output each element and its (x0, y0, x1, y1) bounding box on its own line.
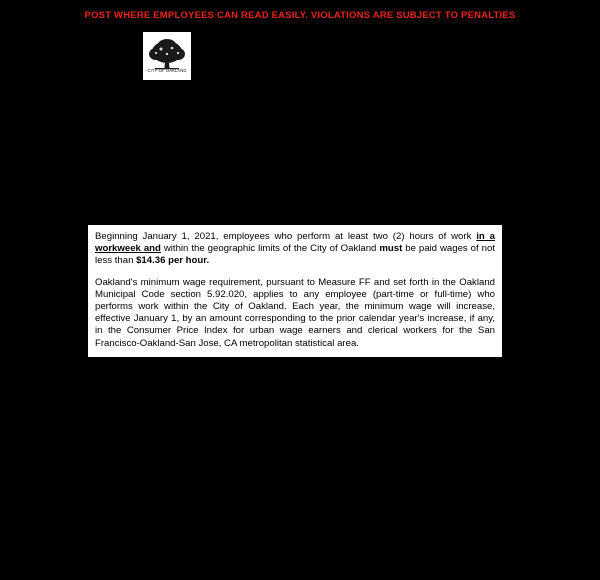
text-segment: within the geographic limits of the City of Oakland (160, 243, 380, 255)
text-segment-wage-amount: $14.36 per hour. (136, 255, 210, 267)
paragraph-ordinance-details (95, 277, 495, 350)
text-segment: Beginning January 1, 2021, employees who perform at least two (2) hours of work (95, 231, 477, 242)
text-segment-emphasis: must (379, 243, 403, 255)
posting-warning-banner: POST WHERE EMPLOYEES CAN READ EASILY. VIOLATIONS ARE SUBJECT TO PENALTIES (84, 10, 516, 21)
paragraph-wage-requirement (95, 231, 495, 268)
text-segment-emphasis: in a workweek and (95, 231, 495, 255)
text-segment: be paid wages of not less than (95, 243, 495, 267)
city-of-oakland-seal-caption: CITY OF OAKLAND (147, 68, 187, 73)
wage-notice-text-block (88, 225, 502, 357)
text-segment: Oakland's minimum wage requirement, pursuant to Measure FF and set forth in the Oakland Municipal Code section 5.92.020, applies to any employee (part-time or full-time) who performs work within the City of Oakland. Each year, the minimum wage will increase, effective January 1, by an amount corresponding to the prior calendar year's increase, if any, in the Consumer Price Index for urban wage earners and clerical workers for the San Francisco-Oakland-San Jose, CA metropolitan statistical area. (95, 276, 495, 349)
